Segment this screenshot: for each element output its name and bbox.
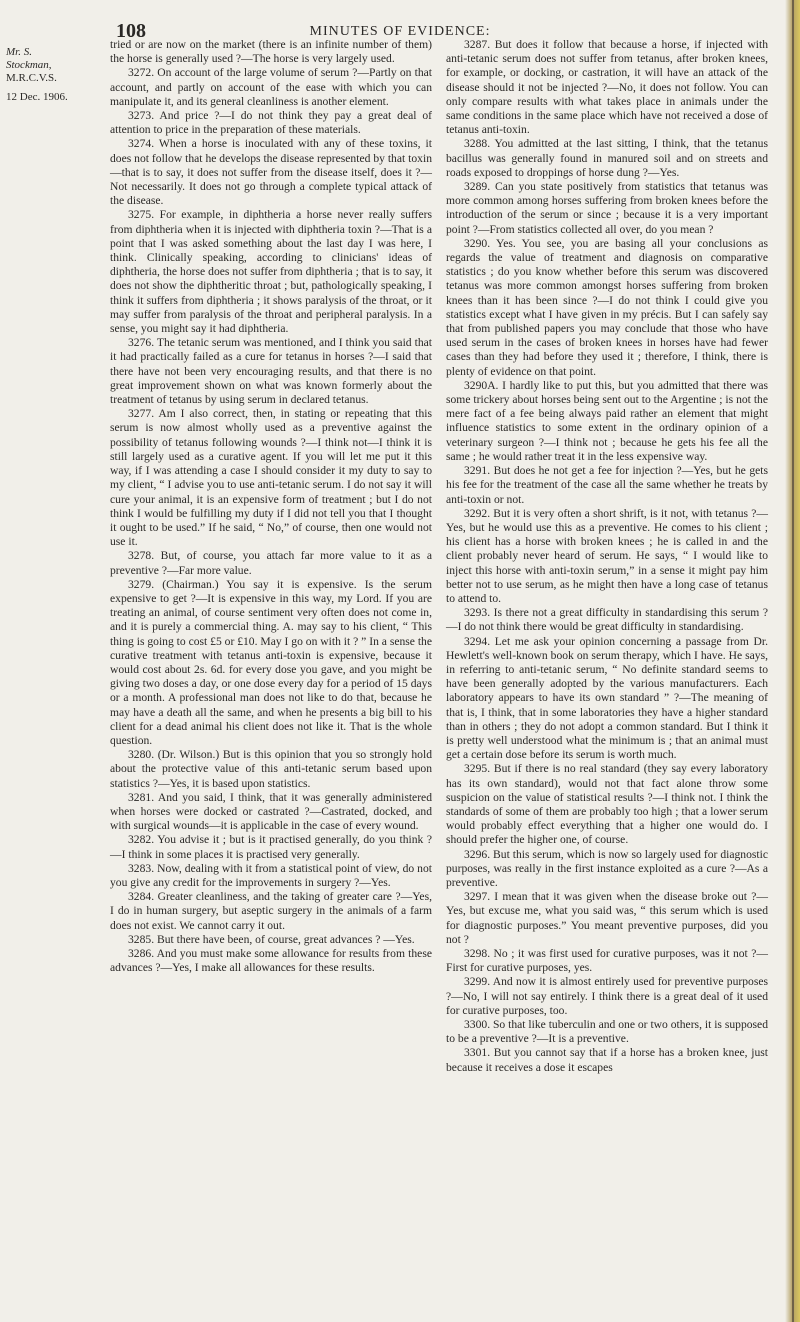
testimony-paragraph: 3288. You admitted at the last sitting, I think, that the tetanus bacillus was generally found in manured soil and on streets and roads exposed to droppings of horse dung ?—Yes.: [446, 137, 768, 179]
witness-credentials: M.R.C.V.S.: [6, 72, 57, 84]
testimony-paragraph: 3278. But, of course, you attach far more value to it as a preventive ?—Far more value.: [110, 549, 432, 577]
testimony-paragraph: 3283. Now, dealing with it from a statistical point of view, do not you give any credit for the improvements in surgery ?—Yes.: [110, 861, 432, 889]
testimony-paragraph: 3279. (Chairman.) You say it is expensive. Is the serum expensive to get ?—It is expensive in this way, my Lord. If you are treating an animal, of course sentiment very often does not come in, and it is purely a commercial thing. A. may say to his client, “ This thing is going to cost £5 or £10. May I go on with it ? ” In a sense the curative treatment with tetanus anti-toxin is expensive, because it would cost about 2s. 6d. for every dose you gave, and you might be giving two doses a day, or one dose every day for a period of 15 days or a month. A professional man does not like to do that, because he may have a death all the same, and when he presents a big bill to his client for a dead animal his client does not like it. That is the whole question.: [110, 577, 433, 747]
testimony-paragraph: 3300. So that like tuberculin and one or two others, it is supposed to be a preventive ?—It is a preventive.: [446, 1018, 768, 1046]
page-number: 108: [116, 20, 146, 42]
testimony-paragraph: 3281. And you said, I think, that it was generally administered when horses were docked or castrated ?—Castrated, docked, and with surgical wounds—it is applicable in the case of every wound.: [110, 790, 432, 833]
right-text-column: [446, 38, 768, 1075]
testimony-paragraph: 3282. You advise it ; but is it practised generally, do you think ?—I think in some places it is practised very generally.: [110, 833, 432, 861]
testimony-paragraph: 3280. (Dr. Wilson.) But is this opinion that you so strongly hold about the protective value of this anti-tetanic serum based upon statistics ?—Yes, it is based upon statistics.: [110, 748, 432, 790]
testimony-paragraph: 3285. But there have been, of course, great advances ? —Yes.: [128, 932, 415, 946]
testimony-paragraph: 3292. But it is very often a short shrift, is it not, with tetanus ?—Yes, but he would use this as a preventive. He comes to his client ; his client has a horse with broken knees ; he is called in and the client probably never heard of serum. He says, “ I would like to inject this horse with anti-toxin serum,” in a sense it might pay him better not to use serum, as he might then have a long case of tetanus to attend to.: [446, 506, 768, 605]
testimony-paragraph: 3293. Is there not a great difficulty in standardising this serum ?—I do not think there would be great difficulty in standardising.: [446, 606, 768, 634]
page-edge-line: [792, 0, 794, 1322]
testimony-paragraph: tried or are now on the market (there is an infinite number of them) the horse is generally used ?—The horse is very largely used.: [110, 38, 432, 66]
testimony-paragraph: 3291. But does he not get a fee for injection ?—Yes, but he gets his fee for the treatment of the case all the same whether he treats by anti-toxin or not.: [446, 464, 768, 506]
testimony-paragraph: 3273. And price ?—I do not think they pay a great deal of attention to price in the preparation of these materials.: [110, 109, 432, 137]
testimony-paragraph: 3301. But you cannot say that if a horse has a broken knee, just because it receives a dose it escapes: [446, 1046, 768, 1074]
testimony-paragraph: 3274. When a horse is inoculated with any of these toxins, it does not follow that he develops the disease represented by that toxin—that is to say, it does not suffer from the disease itself, does it ?—Not necessarily. It does not go through a complete typical attack of the disease.: [110, 137, 432, 208]
testimony-paragraph: 3297. I mean that it was given when the disease broke out ?—Yes, but excuse me, what you said was, “ this serum which is used for diagnostic purposes.” You meant preventive purposes, did you not ?: [446, 890, 768, 946]
testimony-paragraph: 3272. On account of the large volume of serum ?—Partly on that account, and partly on account of the ease with which you can manipulate it, and its general cleanliness is another element.: [110, 66, 432, 108]
testimony-paragraph: 3294. Let me ask your opinion concerning a passage from Dr. Hewlett's well-known book on serum therapy, which I have. He says, in referring to anti-tetanic serum, “ No definite standard seems to have been generally adopted by the various manufacturers. Each laboratory appears to have its own standard ” ?—The meaning of that is, I think, that in some laboratories they have a higher standard than in others ; they do not adopt a common standard. But I think it is pretty well understood what the minimum is ; that an animal must get a certain dose before its serum is worth much.: [446, 634, 768, 762]
testimony-paragraph: 3289. Can you state positively from statistics that tetanus was more common among horses suffering from broken knees before the introduction of the serum or since ; because it is a very important point ?—From statistics collected all over, do you mean ?: [446, 180, 768, 236]
testimony-paragraph: 3287. But does it follow that because a horse, if injected with anti-tetanic serum does not suffer from tetanus, after broken knees, for example, or docking, or castration, it will have an attack of the disease should it not be injected ?—No, it does not follow. You can only compare results with what takes place in animals under the same conditions in the same place which have not received a dose of tetanus anti-toxin.: [446, 38, 768, 137]
testimony-paragraph: 3277. Am I also correct, then, in stating or repeating that this serum is now almost wholly used as a preventive against the possibility of tetanus following wounds ?—I think not—I think it is still largely used as a curative agent. If you will let me put it this way, if I was attending a case I should consider it my duty to say to my client, “ I advise you to use anti-tetanic serum. I do not say it will cure your animal, it is an expensive form of treatment ; but I do not think I would be fulfilling my duty if I did not tell you that I thought it ought to be used.” If he said, “ No,” of course, then one would not use it.: [110, 407, 432, 549]
testimony-paragraph: 3284. Greater cleanliness, and the taking of greater care ?—Yes, I do in human surgery, but aseptic surgery in the animals of a farm does not exist. We cannot carry it out.: [110, 890, 432, 932]
testimony-paragraph: 3275. For example, in diphtheria a horse never really suffers from diphtheria when it is injected with diphtheria toxin ?—That is a point that I was asked something about the last day I was here, I think. Clinically speaking, according to clinicians' ideas of diphtheria, the horse does not suffer from diphtheria ; that is to say, it does not show the diphtheritic throat ; but, pathologically speaking, I think it suffers from diphtheria ; it shows paralysis of the throat, or it may suffer from paralysis of the throat and peripheral paralysis. In a sense, you might say it had diphtheria.: [110, 208, 432, 336]
testimony-paragraph: 3298. No ; it was first used for curative purposes, was it not ?—First for curative purposes, yes.: [446, 947, 768, 975]
running-title: MINUTES OF EVIDENCE:: [309, 24, 491, 39]
hearing-date: 12 Dec. 1906.: [6, 91, 68, 103]
testimony-paragraph: 3299. And now it is almost entirely used for preventive purposes ?—No, I will not say entirely. I think there is a great deal of it used for curative purposes, too.: [446, 975, 768, 1017]
left-text-column: [110, 38, 432, 975]
testimony-paragraph: 3290. Yes. You see, you are basing all your conclusions as regards the value of treatment and diagnosis on comparative statistics ; do you know whether before this serum was discovered tetanus was more common amongst horses suffering from broken knees than it has been since ?—I do not think I could give you statistics except what I have given in my précis. But I can safely say that from published papers you may conclude that those who have used serum in the cases of broken knees in horses have had fewer cases than they had before they used it ; therefore, I think, there is plenty of evidence on that point.: [446, 236, 768, 378]
testimony-paragraph: 3290A. I hardly like to put this, but you admitted that there was some trickery about horses being sent out to the Argentine ; is not the mere fact of a fee being always paid rather an element that might influence statistics to some extent in the ordinary opinion of a veterinary surgeon ?—I think not ; because he gets his fee all the same ; he would rather treat it in the less expensive way.: [446, 378, 768, 463]
witness-name: Mr. S.: [6, 46, 32, 58]
testimony-paragraph: 3296. But this serum, which is now so largely used for diagnostic purposes, was really in the first instance exploited as a cure ?—As a preventive.: [446, 847, 768, 889]
testimony-paragraph: 3295. But if there is no real standard (they say every laboratory has its own standard), would not that fact alone throw some suspicion on the value of statistical results ?—I think not. I think the standards of some of them are probably too high ; that a lower serum would probably effect everything that a higher one would do. I should prefer the higher one, of course.: [446, 762, 768, 847]
testimony-paragraph: 3286. And you must make some allowance for results from these advances ?—Yes, I make all allowances for these results.: [110, 947, 432, 975]
witness-surname: Stockman,: [6, 59, 52, 71]
margin-note: [6, 46, 88, 104]
testimony-paragraph: 3276. The tetanic serum was mentioned, and I think you said that it had practically failed as a cure for tetanus in horses ?—I said that there have not been very encouraging results, and that there is no great improvement shown on what was known formerly about the treatment of tetanus by using serum in declared tetanus.: [110, 336, 432, 407]
